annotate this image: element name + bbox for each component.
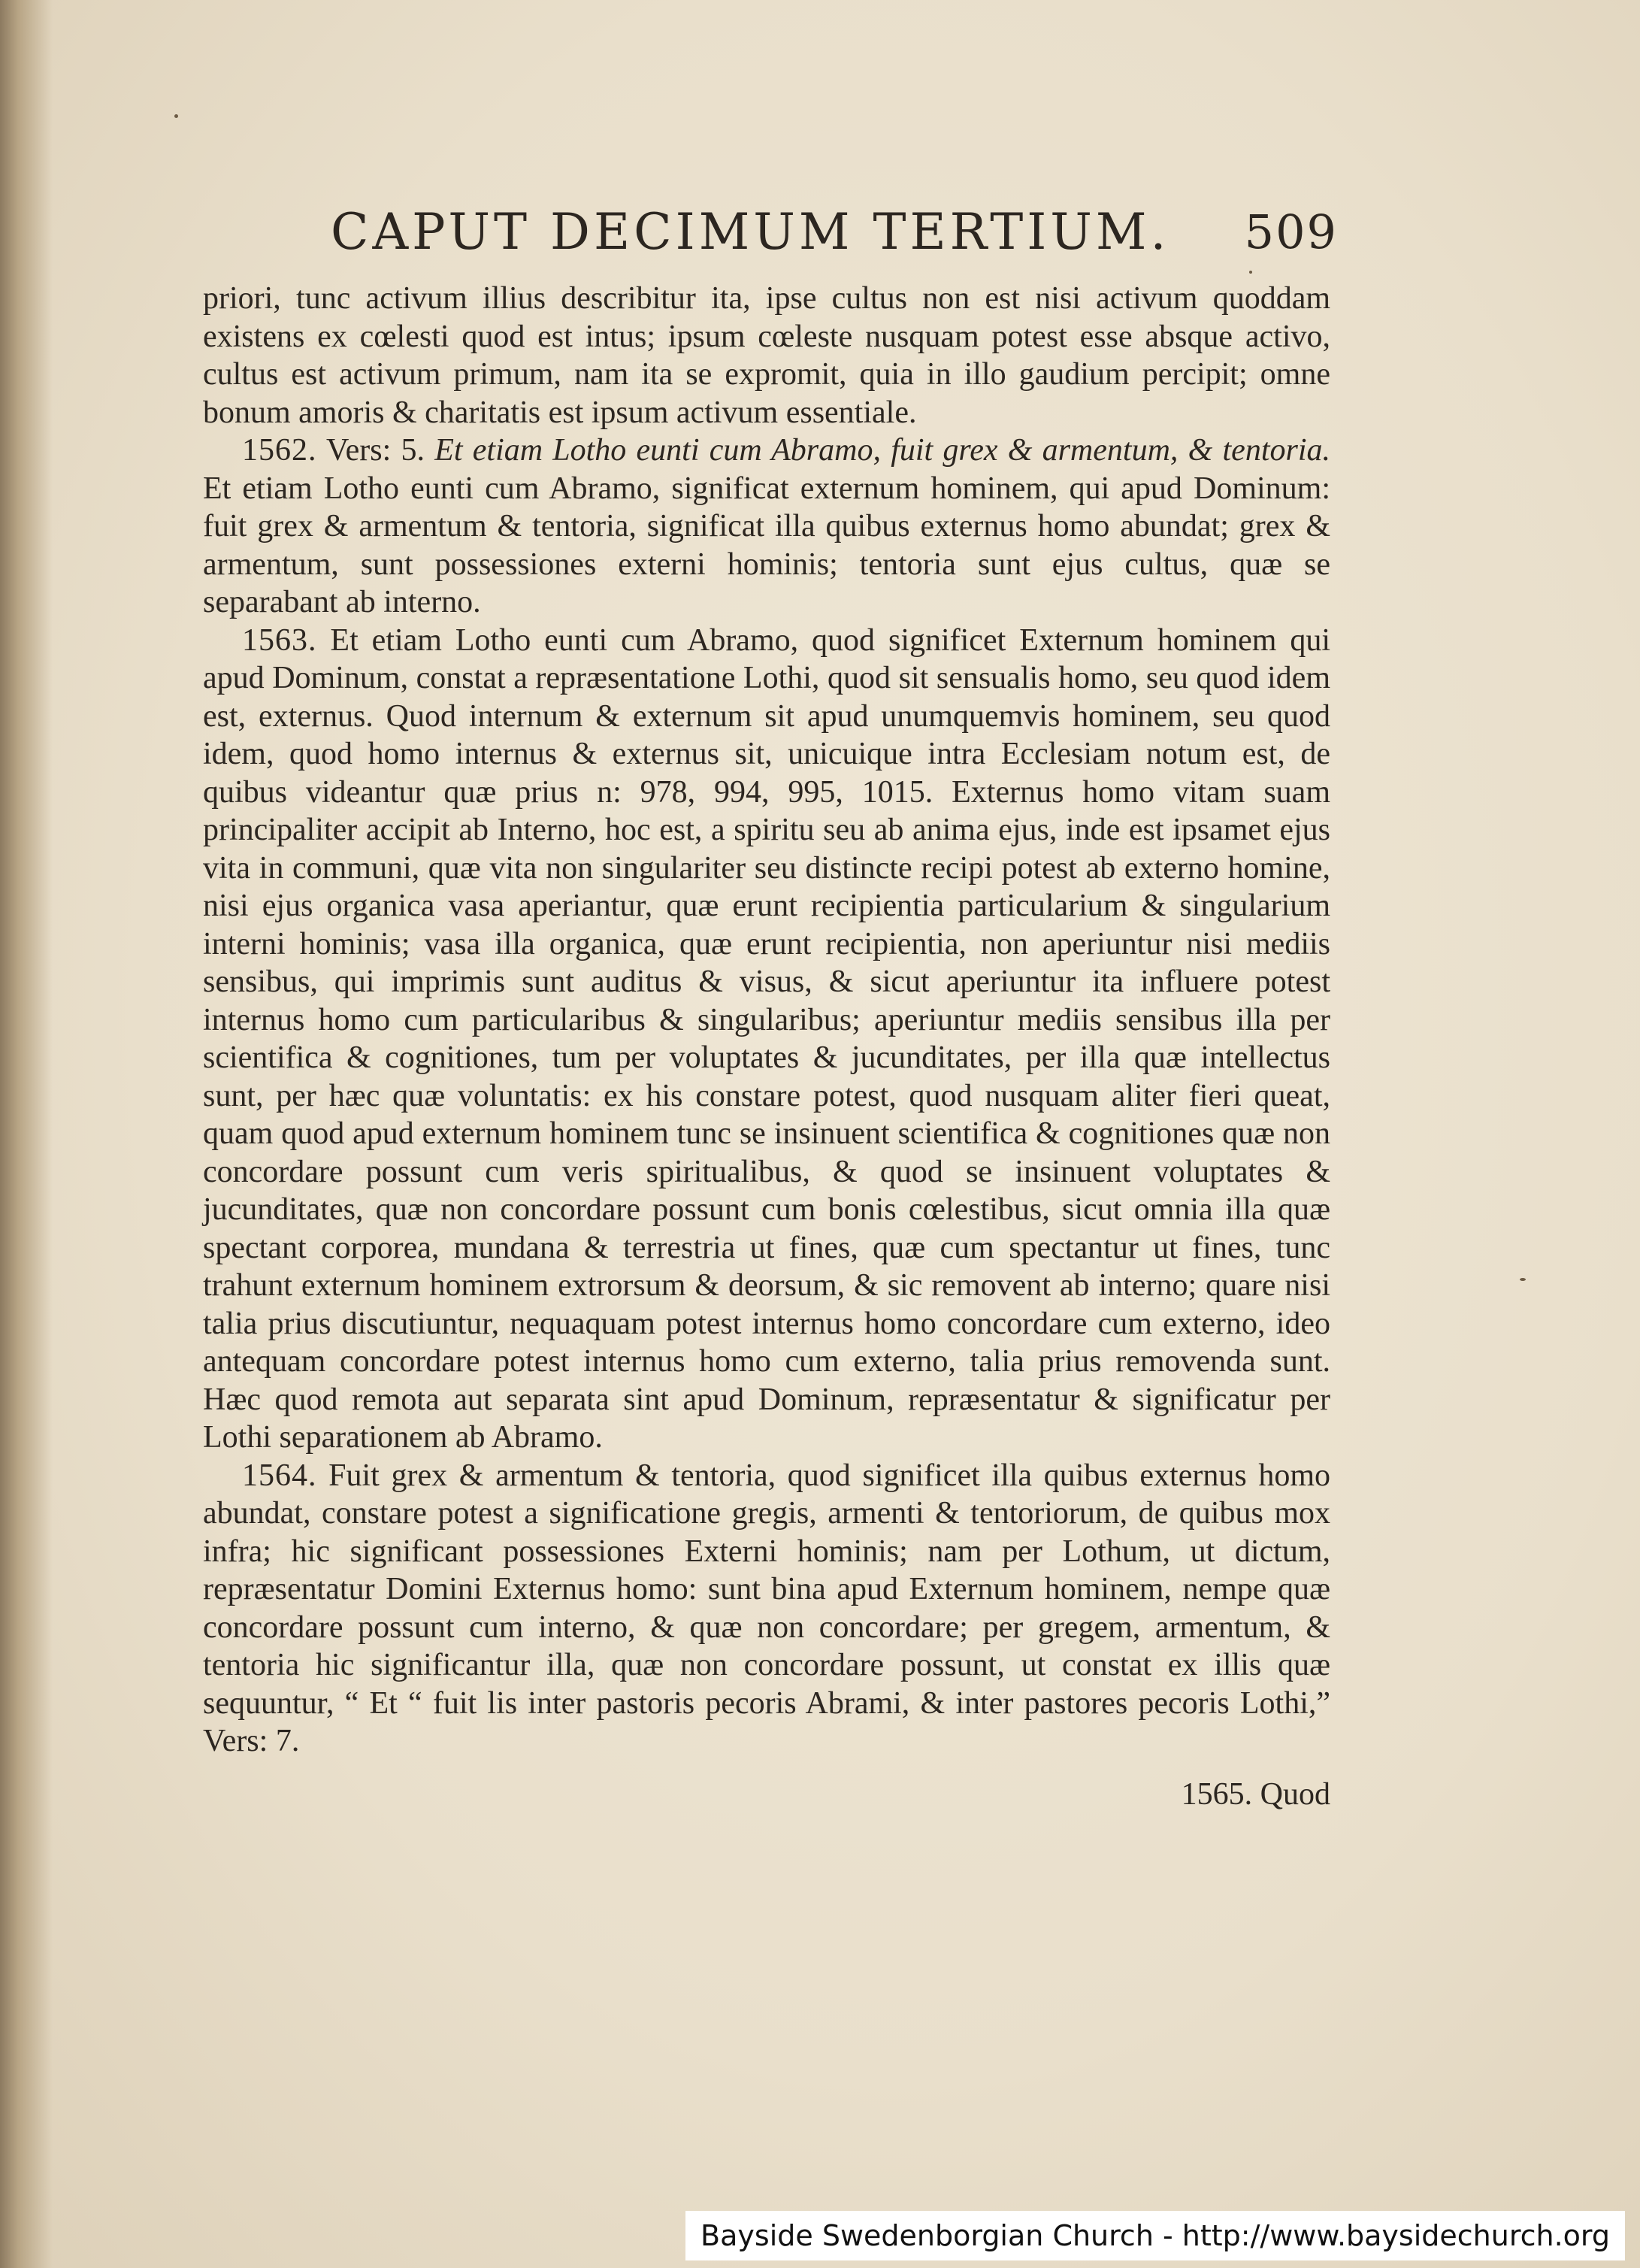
paragraph-continuation [203, 280, 1330, 431]
catchword-line [203, 1776, 1330, 1814]
paragraph-1564 [203, 1457, 1330, 1761]
text-segment: priori, tunc activum illius describitur ita, ipse cultus non est nisi activum quoddam existens ex cœlesti quod est intus; ipsum cœleste nusquam potest esse absque activo, cultus est activum primum, nam ita se expromit, quia in illo gaudium percipit; omne bonum amoris & charitatis est ipsum activum essentiale. [203, 281, 1330, 430]
page-number: 509 [1244, 204, 1338, 259]
running-header [331, 203, 1338, 271]
paper-speck [1249, 271, 1252, 274]
paragraph-number: 1562. [242, 433, 317, 468]
page-gutter-shadow [0, 0, 53, 2268]
paragraph-number: 1564. [242, 1458, 317, 1493]
paper-speck [1520, 1278, 1526, 1281]
scripture-quote: Et etiam Lotho eunti cum Abramo, fuit grex & armentum, & tentoria. [434, 433, 1330, 468]
paragraph-1562 [203, 431, 1330, 622]
catchword: 1565. Quod [1181, 1776, 1330, 1812]
paper-speck [174, 114, 178, 118]
body-text [203, 280, 1330, 1813]
running-title: CAPUT DECIMUM TERTIUM. [331, 203, 1170, 261]
text-segment: Fuit grex & armentum & tentoria, quod significet illa quibus externus homo abundat, constare potest a significatione gregis, armenti & tentoriorum, de quibus mox infra; hic significant possessiones Externi hominis; nam per Lothum, ut dictum, repræsentatur Domini Externus homo: sunt bina apud Externum hominem, nempe quæ concordare possunt cum interno, & quæ non concordare; per gregem, armentum, & tentoria hic significantur illa, quæ non concordare possunt, ut constat ex illis quæ sequuntur, “ Et “ fuit lis inter pastoris pecoris Abrami, & inter pastores pecoris Lothi,” Vers: 7. [203, 1458, 1330, 1758]
paragraph-1563 [203, 622, 1330, 1457]
watermark-banner: Bayside Swedenborgian Church - http://www.baysidechurch.org [685, 2211, 1625, 2260]
text-segment: Et etiam Lotho eunti cum Abramo, quod significet Externum hominem qui apud Dominum, constat a repræsentatione Lothi, quod sit sensualis homo, seu quod idem est, externus. Quod internum & externum sit apud unumquemvis hominem, seu quod idem, quod homo internus & externus sit, unicuique intra Ecclesiam notum est, de quibus videantur quæ prius n: 978, 994, 995, 1015. Externus homo vitam suam principaliter accipit ab Interno, hoc est, a spiritu seu ab anima ejus, inde est ipsamet ejus vita in communi, quæ vita non singulariter seu distincte recipi potest ab externo homine, nisi ejus organica vasa aperiantur, quæ erunt recipientia particularium & singularium interni hominis; vasa illa organica, quæ erunt recipientia, non aperiuntur nisi mediis sensibus, qui imprimis sunt auditus & visus, & sicut aperiuntur ita influere potest internus homo cum particularibus & singularibus; aperiuntur mediis sensibus illa per scientifica & cognitiones, tum per voluptates & jucunditates, per illa quæ intellectus sunt, per hæc quæ voluntatis: ex his constare potest, quod nusquam aliter fieri queat, quam quod apud externum hominem tunc se insinuent scientifica & cognitiones quæ non concordare possunt cum veris spiritualibus, & quod se insinuent voluptates & jucunditates, quæ non concordare possunt cum bonis cœlestibus, sicut omnia illa quæ spectant corporea, mundana & terrestria ut fines, quæ cum spectantur ut fines, tunc trahunt externum hominem extrorsum & deorsum, & sic removent ab interno; quare nisi talia prius discutiuntur, nequaquam potest internus homo concordare cum externo, ideo antequam concordare potest internus homo cum externo, talia prius removenda sunt. Hæc quod remota aut separata sint apud Dominum, repræsentatur & significatur per Lothi separationem ab Abramo. [203, 622, 1330, 1455]
text-segment: Vers: 5. [316, 433, 435, 468]
text-segment: Et etiam Lotho eunti cum Abramo, significat externum hominem, qui apud Dominum: fuit grex & armentum & tentoria, significat illa quibus externus homo abundat; grex & armentum, sunt possessiones externi hominis; tentoria sunt ejus cultus, quæ se separabant ab interno. [203, 471, 1330, 619]
paragraph-number: 1563. [242, 622, 317, 658]
